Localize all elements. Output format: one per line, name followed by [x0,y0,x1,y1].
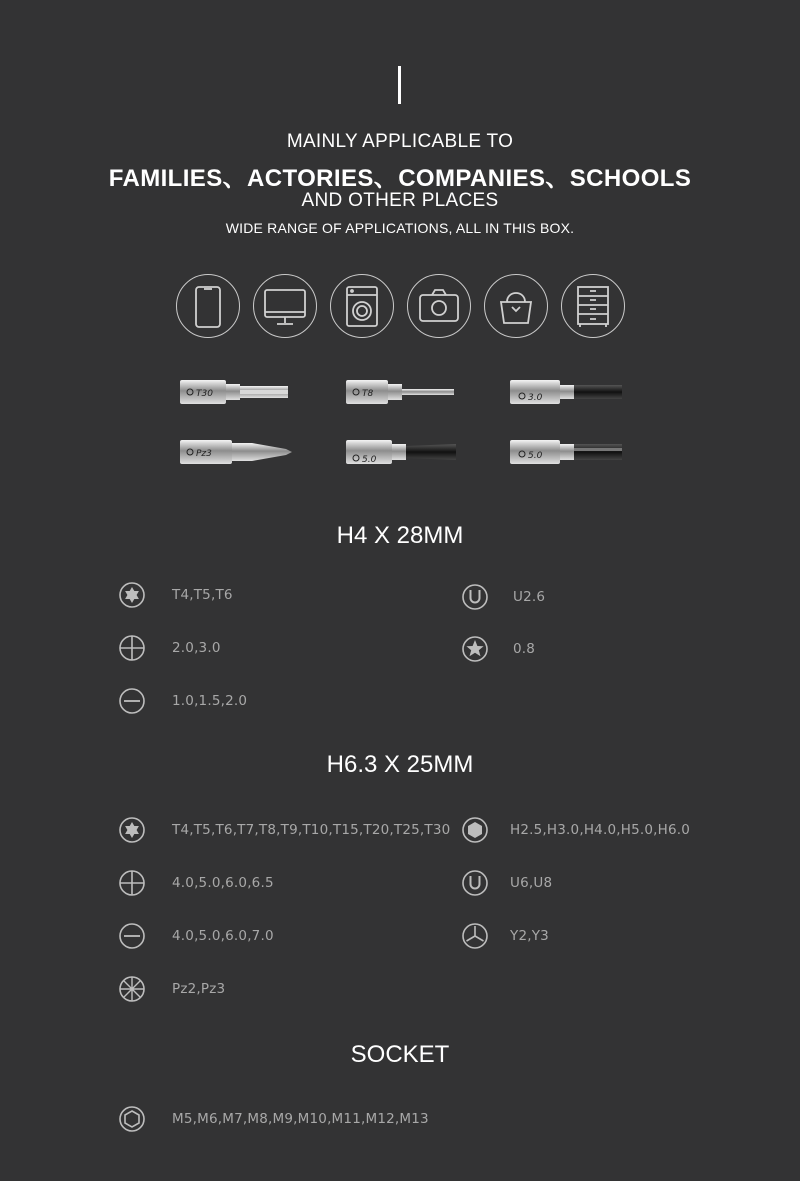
spec-row [118,633,221,663]
slotted-icon [118,687,146,715]
slotted-icon [118,922,146,950]
washing-machine-icon [330,274,394,338]
section-title-socket: SOCKET [350,1041,450,1068]
spec-text: H2.5,H3.0,H4.0,H5.0,H6.0 [510,822,691,838]
spec-row [118,868,274,898]
spec-text: 1.0,1.5,2.0 [172,693,248,709]
header-divider [398,66,401,104]
section-title-h4: H4 X 28MM [336,522,464,549]
bit-label: 5.0 [528,451,543,461]
torx-icon [118,581,146,609]
bit-torx-t8 [344,372,474,412]
u-shape-icon [461,583,489,611]
bit-label: 3.0 [528,393,543,403]
bit-label: 5.0 [362,455,377,465]
tri-wing-icon [461,922,489,950]
hex-icon [461,816,489,844]
spec-text: Pz2,Pz3 [172,981,226,997]
cabinet-icon [561,274,625,338]
phone-icon [176,274,240,338]
spec-text: T4,T5,T6 [172,587,233,603]
camera-icon [407,274,471,338]
spec-row [461,634,535,664]
header-line-4: WIDE RANGE OF APPLICATIONS, ALL IN THIS BOX. [225,220,575,236]
monitor-icon [253,274,317,338]
phillips-icon [118,869,146,897]
spec-row [461,921,549,951]
spec-row [118,580,233,610]
spec-text: 4.0,5.0,6.0,6.5 [172,875,274,891]
torx-icon [118,816,146,844]
header-line-1: MAINLY APPLICABLE TO [286,131,514,152]
bit-label: T30 [196,389,213,399]
u-shape-icon [461,869,489,897]
socket-hex-icon [118,1105,146,1133]
spec-row [461,582,545,612]
header-line-3: AND OTHER PLACES [301,190,499,211]
bit-label: T8 [362,389,374,399]
phillips-icon [118,634,146,662]
spec-row [118,921,274,951]
bit-label: Pz3 [196,449,212,459]
spec-row [118,686,247,716]
bit-hex-5 [508,432,638,472]
handbag-icon [484,274,548,338]
spec-row [118,974,225,1004]
pentalobe-icon [461,635,489,663]
spec-text: Y2,Y3 [510,928,549,944]
spec-row [461,815,690,845]
spec-row [118,815,450,845]
spec-text: 4.0,5.0,6.0,7.0 [172,928,274,944]
spec-text: 2.0,3.0 [172,640,221,656]
bit-pozi-pz3 [178,432,308,472]
header-line-2: FAMILIES、ACTORIES、COMPANIES、SCHOOLS [108,165,692,192]
bit-torx-t30 [178,372,308,412]
pozidriv-icon [118,975,146,1003]
spec-row [461,868,552,898]
spec-text: T4,T5,T6,T7,T8,T9,T10,T15,T20,T25,T30 [172,822,451,838]
spec-text: M5,M6,M7,M8,M9,M10,M11,M12,M13 [172,1111,429,1127]
bit-slot-3 [508,372,638,412]
spec-text: 0.8 [513,641,536,657]
section-title-h63: H6.3 X 25MM [326,751,474,778]
spec-text: U6,U8 [510,875,553,891]
spec-row [118,1104,429,1134]
bit-slot-5 [344,432,474,472]
spec-text: U2.6 [513,589,546,605]
